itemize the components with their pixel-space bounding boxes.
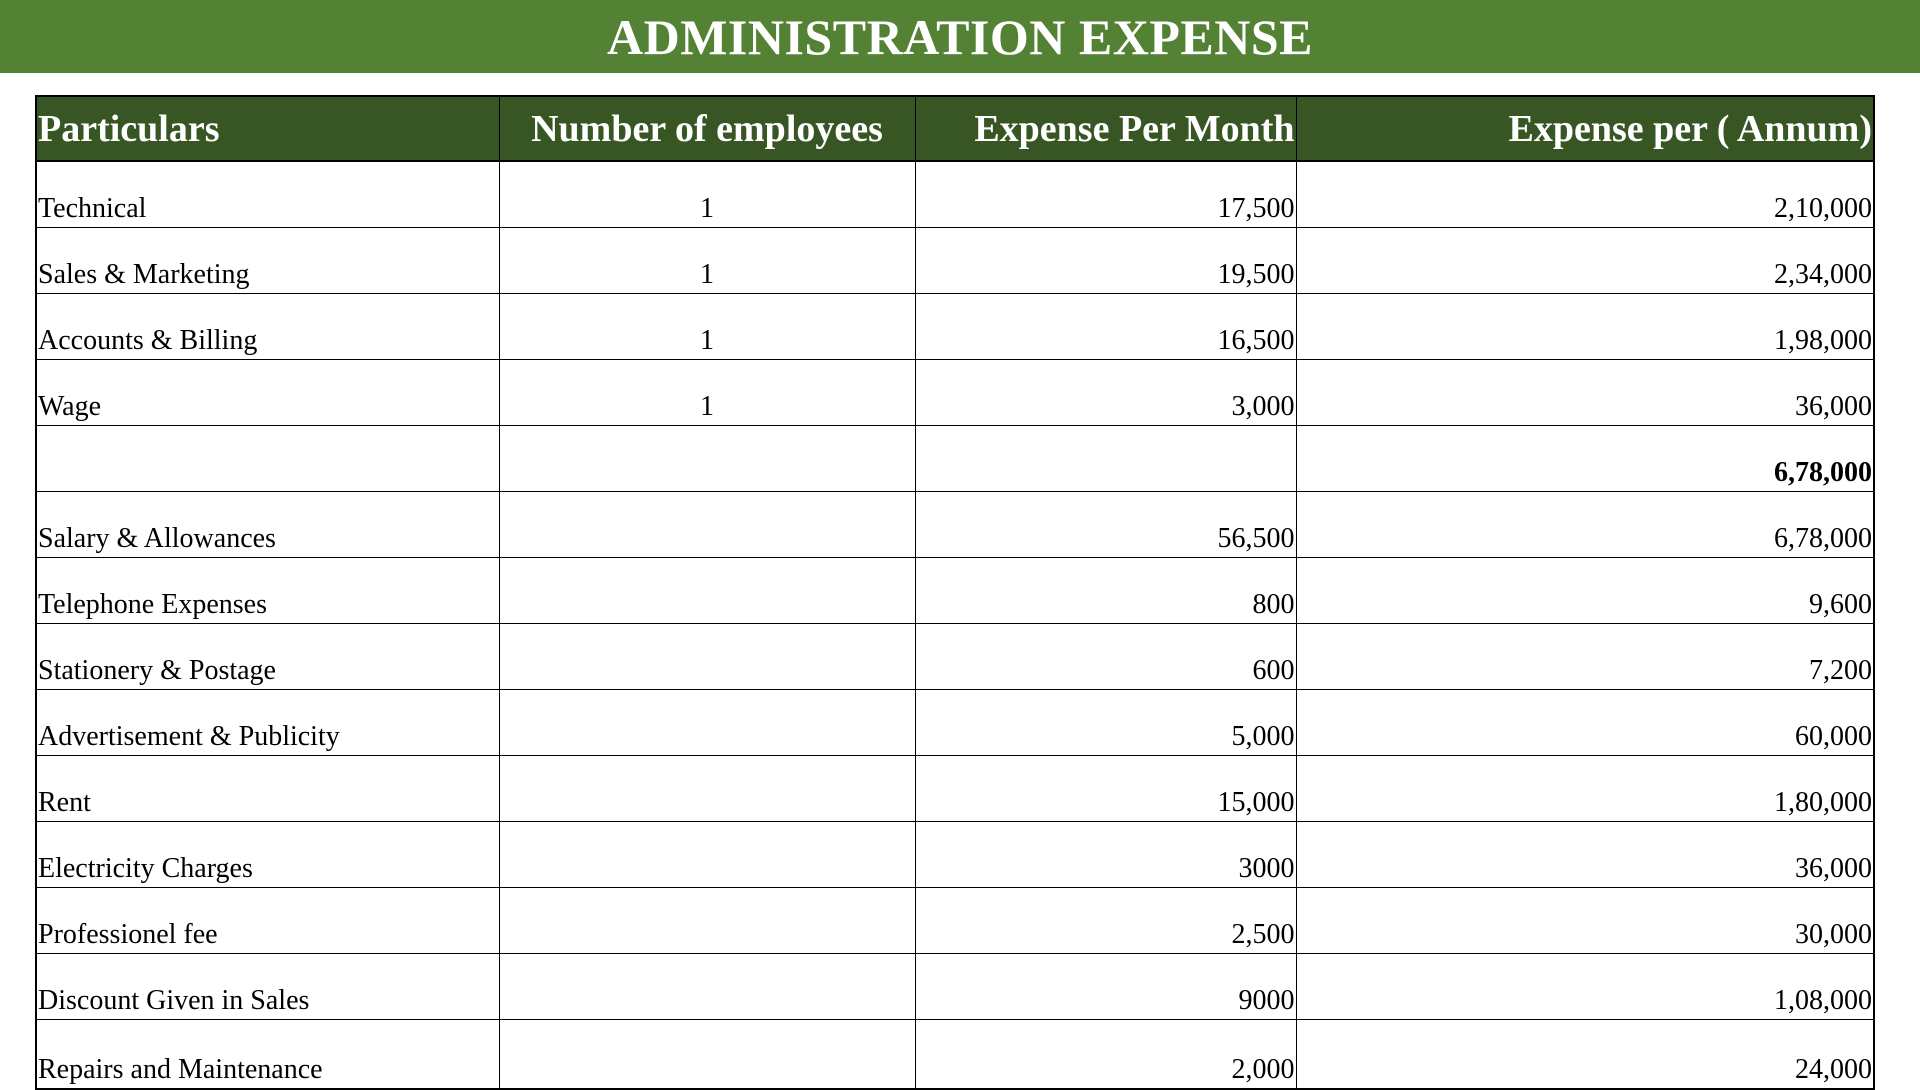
cell-per-annum: 36,000 [1296,360,1874,426]
cell-per-annum: 60,000 [1296,690,1874,756]
header-row [36,96,1874,161]
table-row [36,756,1874,822]
title-banner [0,0,1920,73]
cell-employees [499,888,915,954]
cell-per-annum: 6,78,000 [1296,492,1874,558]
cell-employees [499,954,915,1020]
cell-employees: 1 [499,360,915,426]
table-row [36,558,1874,624]
cell-per-annum: 24,000 [1296,1020,1874,1090]
table-row [36,294,1874,360]
cell-particular: Discount Given in Sales [36,954,499,1020]
cell-per-month: 2,500 [915,888,1296,954]
cell-employees [499,690,915,756]
cell-particular: Professionel fee [36,888,499,954]
cell-employees [499,1020,915,1090]
cell-per-month: 3,000 [915,360,1296,426]
header-particulars: Particulars [36,96,499,161]
cell-per-month: 56,500 [915,492,1296,558]
table-row [36,690,1874,756]
cell-per-annum: 30,000 [1296,888,1874,954]
cell-per-annum: 1,98,000 [1296,294,1874,360]
cell-per-month [915,426,1296,492]
header-expense-per-month: Expense Per Month [915,96,1296,161]
cell-employees: 1 [499,228,915,294]
cell-employees [499,624,915,690]
cell-per-month: 15,000 [915,756,1296,822]
cell-particular: Technical [36,161,499,228]
cell-per-annum: 7,200 [1296,624,1874,690]
cell-per-month: 17,500 [915,161,1296,228]
cell-per-month: 19,500 [915,228,1296,294]
cell-per-annum: 1,08,000 [1296,954,1874,1020]
cell-particular: Electricity Charges [36,822,499,888]
cell-per-month: 5,000 [915,690,1296,756]
cell-per-annum: 36,000 [1296,822,1874,888]
table-row [36,492,1874,558]
cell-employees [499,822,915,888]
cell-employees [499,492,915,558]
cell-employees: 1 [499,294,915,360]
table-row [36,161,1874,228]
table-row [36,888,1874,954]
cell-particular: Stationery & Postage [36,624,499,690]
cell-per-month: 9000 [915,954,1296,1020]
cell-particular: Rent [36,756,499,822]
table-row [36,1020,1874,1090]
cell-particular: Repairs and Maintenance [36,1020,499,1090]
table-row [36,228,1874,294]
table-row [36,822,1874,888]
table-row [36,360,1874,426]
cell-employees [499,426,915,492]
cell-employees [499,756,915,822]
table-row [36,624,1874,690]
header-expense-per-annum: Expense per ( Annum) [1296,96,1874,161]
cell-per-month: 16,500 [915,294,1296,360]
cell-per-month: 600 [915,624,1296,690]
cell-per-month: 3000 [915,822,1296,888]
cell-particular: Telephone Expenses [36,558,499,624]
table-row [36,954,1874,1020]
cell-employees: 1 [499,161,915,228]
cell-particular: Wage [36,360,499,426]
cell-particular [36,426,499,492]
header-number-of-employees: Number of employees [499,96,915,161]
page-title: ADMINISTRATION EXPENSE [606,8,1314,65]
cell-particular: Salary & Allowances [36,492,499,558]
cell-per-month: 800 [915,558,1296,624]
cell-particular: Sales & Marketing [36,228,499,294]
expense-table [35,95,1875,1090]
cell-per-annum: 9,600 [1296,558,1874,624]
cell-particular: Advertisement & Publicity [36,690,499,756]
cell-per-annum: 2,10,000 [1296,161,1874,228]
cell-particular: Accounts & Billing [36,294,499,360]
cell-per-month: 2,000 [915,1020,1296,1090]
subtotal-row [36,426,1874,492]
cell-per-annum: 1,80,000 [1296,756,1874,822]
cell-employees [499,558,915,624]
cell-subtotal-per-annum: 6,78,000 [1296,426,1874,492]
cell-per-annum: 2,34,000 [1296,228,1874,294]
